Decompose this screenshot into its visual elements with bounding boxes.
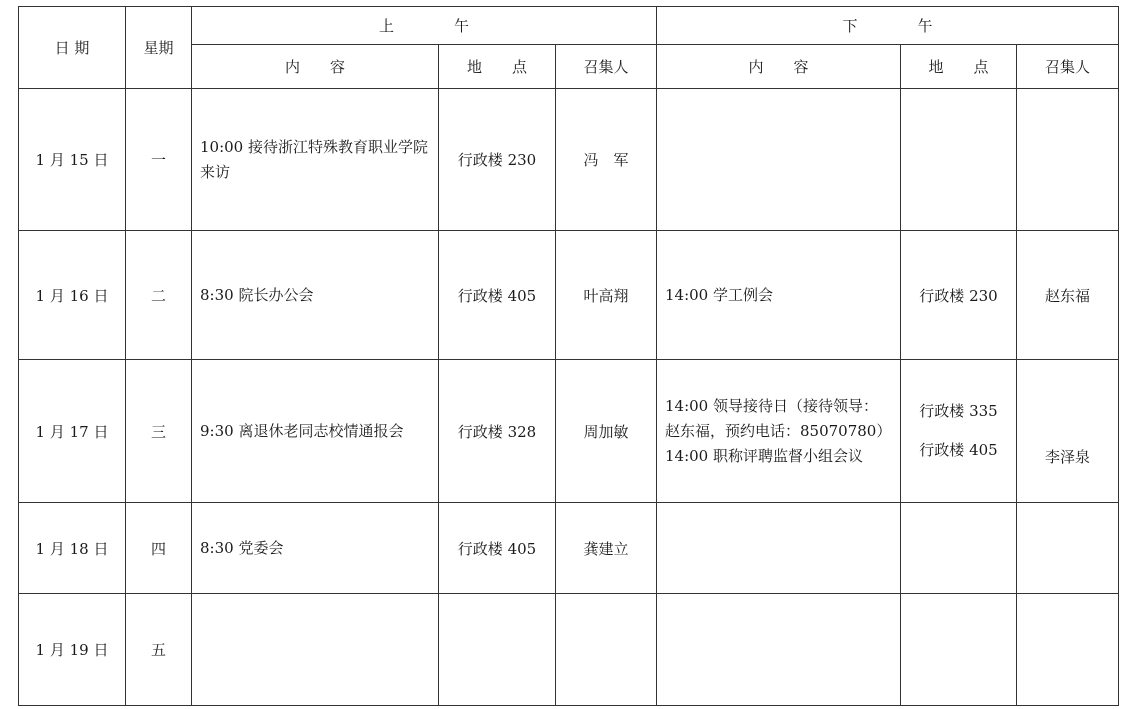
- pm-place-cell: [901, 360, 1017, 503]
- date-cell: 1 月 16 日: [19, 231, 126, 360]
- pm-place-item: 行政楼 405: [919, 441, 998, 459]
- pm-content-item: 14:00 领导接待日（接待领导：赵东福，预约电话：85070780）: [665, 396, 892, 440]
- header-am-convener: 召集人: [556, 45, 657, 89]
- pm-content-cell: [657, 594, 901, 706]
- pm-convener-cell: [1017, 594, 1119, 706]
- weekday-cell: 三: [126, 360, 192, 503]
- header-pm-content: 内 容: [657, 45, 901, 89]
- am-convener-cell: [556, 594, 657, 706]
- am-place-cell: 行政楼 230: [439, 89, 556, 231]
- am-place-cell: 行政楼 405: [439, 503, 556, 594]
- header-date: 日 期: [19, 7, 126, 89]
- date-cell: 1 月 19 日: [19, 594, 126, 706]
- table-row: [19, 231, 1119, 360]
- date-cell: 1 月 18 日: [19, 503, 126, 594]
- weekday-cell: 一: [126, 89, 192, 231]
- date-cell: 1 月 17 日: [19, 360, 126, 503]
- pm-convener-cell: 赵东福: [1017, 231, 1119, 360]
- am-content-cell: [192, 594, 439, 706]
- weekday-cell: 四: [126, 503, 192, 594]
- am-place-cell: 行政楼 405: [439, 231, 556, 360]
- pm-content-cell: 14:00 学工例会: [657, 231, 901, 360]
- am-content-cell: 8:30 院长办公会: [192, 231, 439, 360]
- pm-place-cell: [901, 89, 1017, 231]
- table-row: [19, 503, 1119, 594]
- table-row: [19, 89, 1119, 231]
- header-am-place: 地 点: [439, 45, 556, 89]
- weekday-cell: 二: [126, 231, 192, 360]
- pm-content-cell: [657, 89, 901, 231]
- header-afternoon: 下 午: [657, 7, 1119, 45]
- header-weekday: 星期: [126, 7, 192, 89]
- pm-convener-cell: [1017, 89, 1119, 231]
- header-morning: 上 午: [192, 7, 657, 45]
- am-place-cell: 行政楼 328: [439, 360, 556, 503]
- pm-place-cell: [901, 503, 1017, 594]
- table-row: [19, 360, 1119, 503]
- date-cell: 1 月 15 日: [19, 89, 126, 231]
- am-convener-cell: 叶高翔: [556, 231, 657, 360]
- pm-convener-item: 李泽泉: [1044, 447, 1090, 466]
- am-content-cell: 10:00 接待浙江特殊教育职业学院来访: [192, 89, 439, 231]
- pm-content-item: 14:00 职称评聘监督小组会议: [665, 446, 863, 465]
- header-am-content: 内 容: [192, 45, 439, 89]
- schedule-table: [18, 6, 1119, 706]
- pm-convener-cell: [1017, 503, 1119, 594]
- pm-place-cell: 行政楼 230: [901, 231, 1017, 360]
- am-convener-cell: 龚建立: [556, 503, 657, 594]
- header-pm-convener: 召集人: [1017, 45, 1119, 89]
- am-place-cell: [439, 594, 556, 706]
- pm-content-cell: [657, 503, 901, 594]
- am-content-cell: 9:30 离退休老同志校情通报会: [192, 360, 439, 503]
- pm-place-item: 行政楼 335: [919, 402, 998, 420]
- table-row: [19, 594, 1119, 706]
- pm-place-cell: [901, 594, 1017, 706]
- pm-content-cell: [657, 360, 901, 503]
- am-convener-cell: 周加敏: [556, 360, 657, 503]
- header-pm-place: 地 点: [901, 45, 1017, 89]
- pm-convener-cell: [1017, 360, 1119, 503]
- am-content-cell: 8:30 党委会: [192, 503, 439, 594]
- header-row-1: [19, 7, 1119, 45]
- weekday-cell: 五: [126, 594, 192, 706]
- am-convener-cell: 冯 军: [556, 89, 657, 231]
